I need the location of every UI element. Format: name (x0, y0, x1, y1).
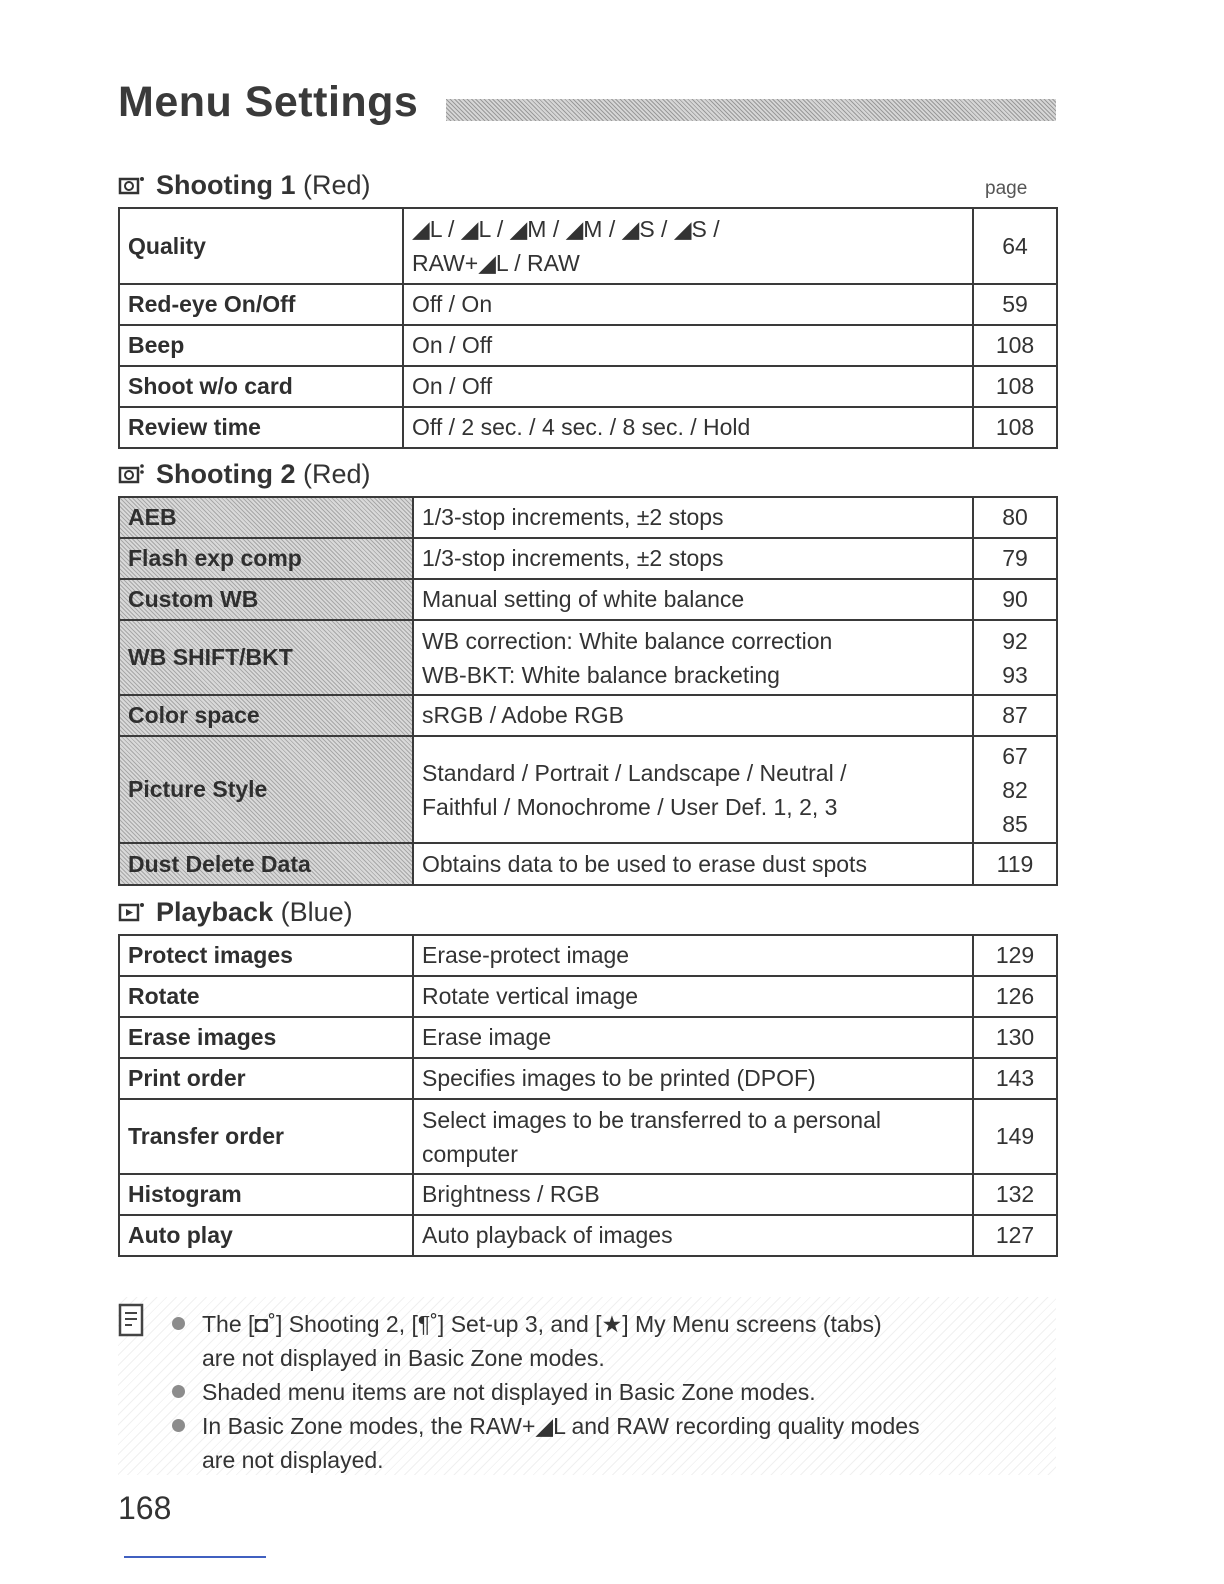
table-row (119, 366, 1057, 407)
page-ref: 108 (973, 407, 1057, 448)
menu-item-options: 1/3-stop increments, ±2 stops (413, 497, 973, 538)
menu-item-options: Off / 2 sec. / 4 sec. / 8 sec. / Hold (403, 407, 973, 448)
page-ref: 132 (973, 1174, 1057, 1215)
table-row (119, 935, 1057, 976)
option-line: Standard / Portrait / Landscape / Neutral / (422, 759, 847, 786)
bullet-icon (172, 1419, 185, 1432)
option-line: WB correction: White balance correction (422, 627, 833, 654)
table-row (119, 736, 1057, 843)
camera-tab-icon (118, 170, 146, 192)
note-line: are not displayed. (202, 1447, 384, 1473)
section-color: (Red) (303, 459, 371, 489)
shooting1-table (118, 207, 1058, 449)
menu-item-name: Review time (119, 407, 403, 448)
menu-item-name: Custom WB (119, 579, 413, 620)
table-row (119, 843, 1057, 885)
playback-tab-icon (118, 897, 146, 919)
menu-item-options: On / Off (403, 366, 973, 407)
footer-rule (124, 1556, 266, 1558)
note-line: In Basic Zone modes, the RAW+◢L and RAW recording quality modes (202, 1413, 920, 1439)
menu-item-options: sRGB / Adobe RGB (413, 695, 973, 736)
page-ref: 64 (973, 208, 1057, 284)
option-line: Faithful / Monochrome / User Def. 1, 2, 3 (422, 793, 838, 820)
menu-item-name: Quality (119, 208, 403, 284)
page-ref: 79 (973, 538, 1057, 579)
menu-item-options: Off / On (403, 284, 973, 325)
section-color: (Blue) (280, 897, 353, 927)
menu-item-options (413, 620, 973, 695)
table-row (119, 1058, 1057, 1099)
page-ref: 143 (973, 1058, 1057, 1099)
menu-item-options: Auto playback of images (413, 1215, 973, 1256)
page-header (118, 78, 1058, 130)
note-line: are not displayed in Basic Zone modes. (202, 1345, 605, 1371)
page-ref: 90 (973, 579, 1057, 620)
table-row (119, 407, 1057, 448)
option-line: Select images to be transferred to a personal (422, 1106, 881, 1133)
note-line: Shaded menu items are not displayed in Basic Zone modes. (202, 1379, 816, 1405)
table-row (119, 325, 1057, 366)
bullet-icon (172, 1385, 185, 1398)
menu-item-name: Print order (119, 1058, 413, 1099)
table-row (119, 1099, 1057, 1174)
menu-item-name: Protect images (119, 935, 413, 976)
section-name: Shooting 2 (156, 459, 296, 489)
page-ref-line: 85 (1002, 810, 1028, 837)
option-line: computer (422, 1140, 518, 1167)
menu-item-name: Shoot w/o card (119, 366, 403, 407)
menu-item-name: Red-eye On/Off (119, 284, 403, 325)
menu-item-options: On / Off (403, 325, 973, 366)
page-ref: 108 (973, 325, 1057, 366)
notes-list (168, 1307, 1048, 1477)
menu-item-name: Beep (119, 325, 403, 366)
table-row (119, 976, 1057, 1017)
menu-item-options: Erase image (413, 1017, 973, 1058)
option-line: RAW+◢L / RAW (412, 250, 580, 276)
table-row (119, 284, 1057, 325)
menu-item-name: Color space (119, 695, 413, 736)
page-ref: 87 (973, 695, 1057, 736)
page-ref-line: 82 (1002, 776, 1028, 803)
menu-item-name: AEB (119, 497, 413, 538)
table-row (119, 1017, 1057, 1058)
menu-item-options: Erase-protect image (413, 935, 973, 976)
note-item (168, 1409, 1048, 1477)
menu-item-name: WB SHIFT/BKT (119, 620, 413, 695)
menu-item-options: Brightness / RGB (413, 1174, 973, 1215)
shooting2-table (118, 496, 1058, 886)
page-column-label: page (985, 178, 1028, 199)
menu-item-name: Erase images (119, 1017, 413, 1058)
menu-item-options: Manual setting of white balance (413, 579, 973, 620)
table-row (119, 538, 1057, 579)
page-number: 168 (118, 1490, 172, 1526)
note-item (168, 1307, 1048, 1375)
menu-item-name: Flash exp comp (119, 538, 413, 579)
table-row (119, 1174, 1057, 1215)
menu-item-name: Picture Style (119, 736, 413, 843)
page-ref (973, 620, 1057, 695)
page-ref: 130 (973, 1017, 1057, 1058)
page-ref-line: 93 (1002, 661, 1028, 688)
option-line: WB-BKT: White balance bracketing (422, 661, 780, 688)
menu-item-options (403, 208, 973, 284)
note-line: The [◘˚] Shooting 2, [¶˚] Set-up 3, and [★] My Menu screens (tabs) (202, 1311, 882, 1337)
page-ref: 80 (973, 497, 1057, 538)
note-item (168, 1375, 1048, 1409)
playback-table (118, 934, 1058, 1257)
menu-item-options (413, 736, 973, 843)
page-ref: 127 (973, 1215, 1057, 1256)
section-heading-playback (118, 895, 353, 929)
notes-box (118, 1297, 1056, 1475)
page-ref-line: 67 (1002, 742, 1028, 769)
page-ref (973, 736, 1057, 843)
page-title: Menu Settings (118, 78, 419, 126)
page-ref: 129 (973, 935, 1057, 976)
page-ref: 126 (973, 976, 1057, 1017)
section-heading-shooting2 (118, 457, 371, 491)
camera-tab-icon (118, 459, 146, 481)
menu-item-name: Auto play (119, 1215, 413, 1256)
section-name: Playback (156, 897, 274, 927)
table-row (119, 695, 1057, 736)
menu-item-options: 1/3-stop increments, ±2 stops (413, 538, 973, 579)
menu-item-name: Rotate (119, 976, 413, 1017)
section-heading-shooting1 (118, 168, 371, 202)
page-ref-line: 92 (1002, 627, 1028, 654)
section-color: (Red) (303, 170, 371, 200)
page-ref: 59 (973, 284, 1057, 325)
table-row (119, 1215, 1057, 1256)
bullet-icon (172, 1317, 185, 1330)
note-memo-icon (118, 1303, 146, 1339)
menu-item-name: Dust Delete Data (119, 843, 413, 885)
menu-item-options: Specifies images to be printed (DPOF) (413, 1058, 973, 1099)
table-row (119, 497, 1057, 538)
option-line: ◢L / ◢L / ◢M / ◢M / ◢S / ◢S / (412, 216, 720, 242)
page-ref: 119 (973, 843, 1057, 885)
table-row (119, 579, 1057, 620)
menu-item-name: Transfer order (119, 1099, 413, 1174)
menu-item-options: Rotate vertical image (413, 976, 973, 1017)
table-row (119, 208, 1057, 284)
menu-item-options: Obtains data to be used to erase dust spots (413, 843, 973, 885)
menu-item-options (413, 1099, 973, 1174)
page-ref: 149 (973, 1099, 1057, 1174)
page-ref: 108 (973, 366, 1057, 407)
section-name: Shooting 1 (156, 170, 296, 200)
table-row (119, 620, 1057, 695)
menu-item-name: Histogram (119, 1174, 413, 1215)
title-decorative-bar (446, 99, 1056, 121)
